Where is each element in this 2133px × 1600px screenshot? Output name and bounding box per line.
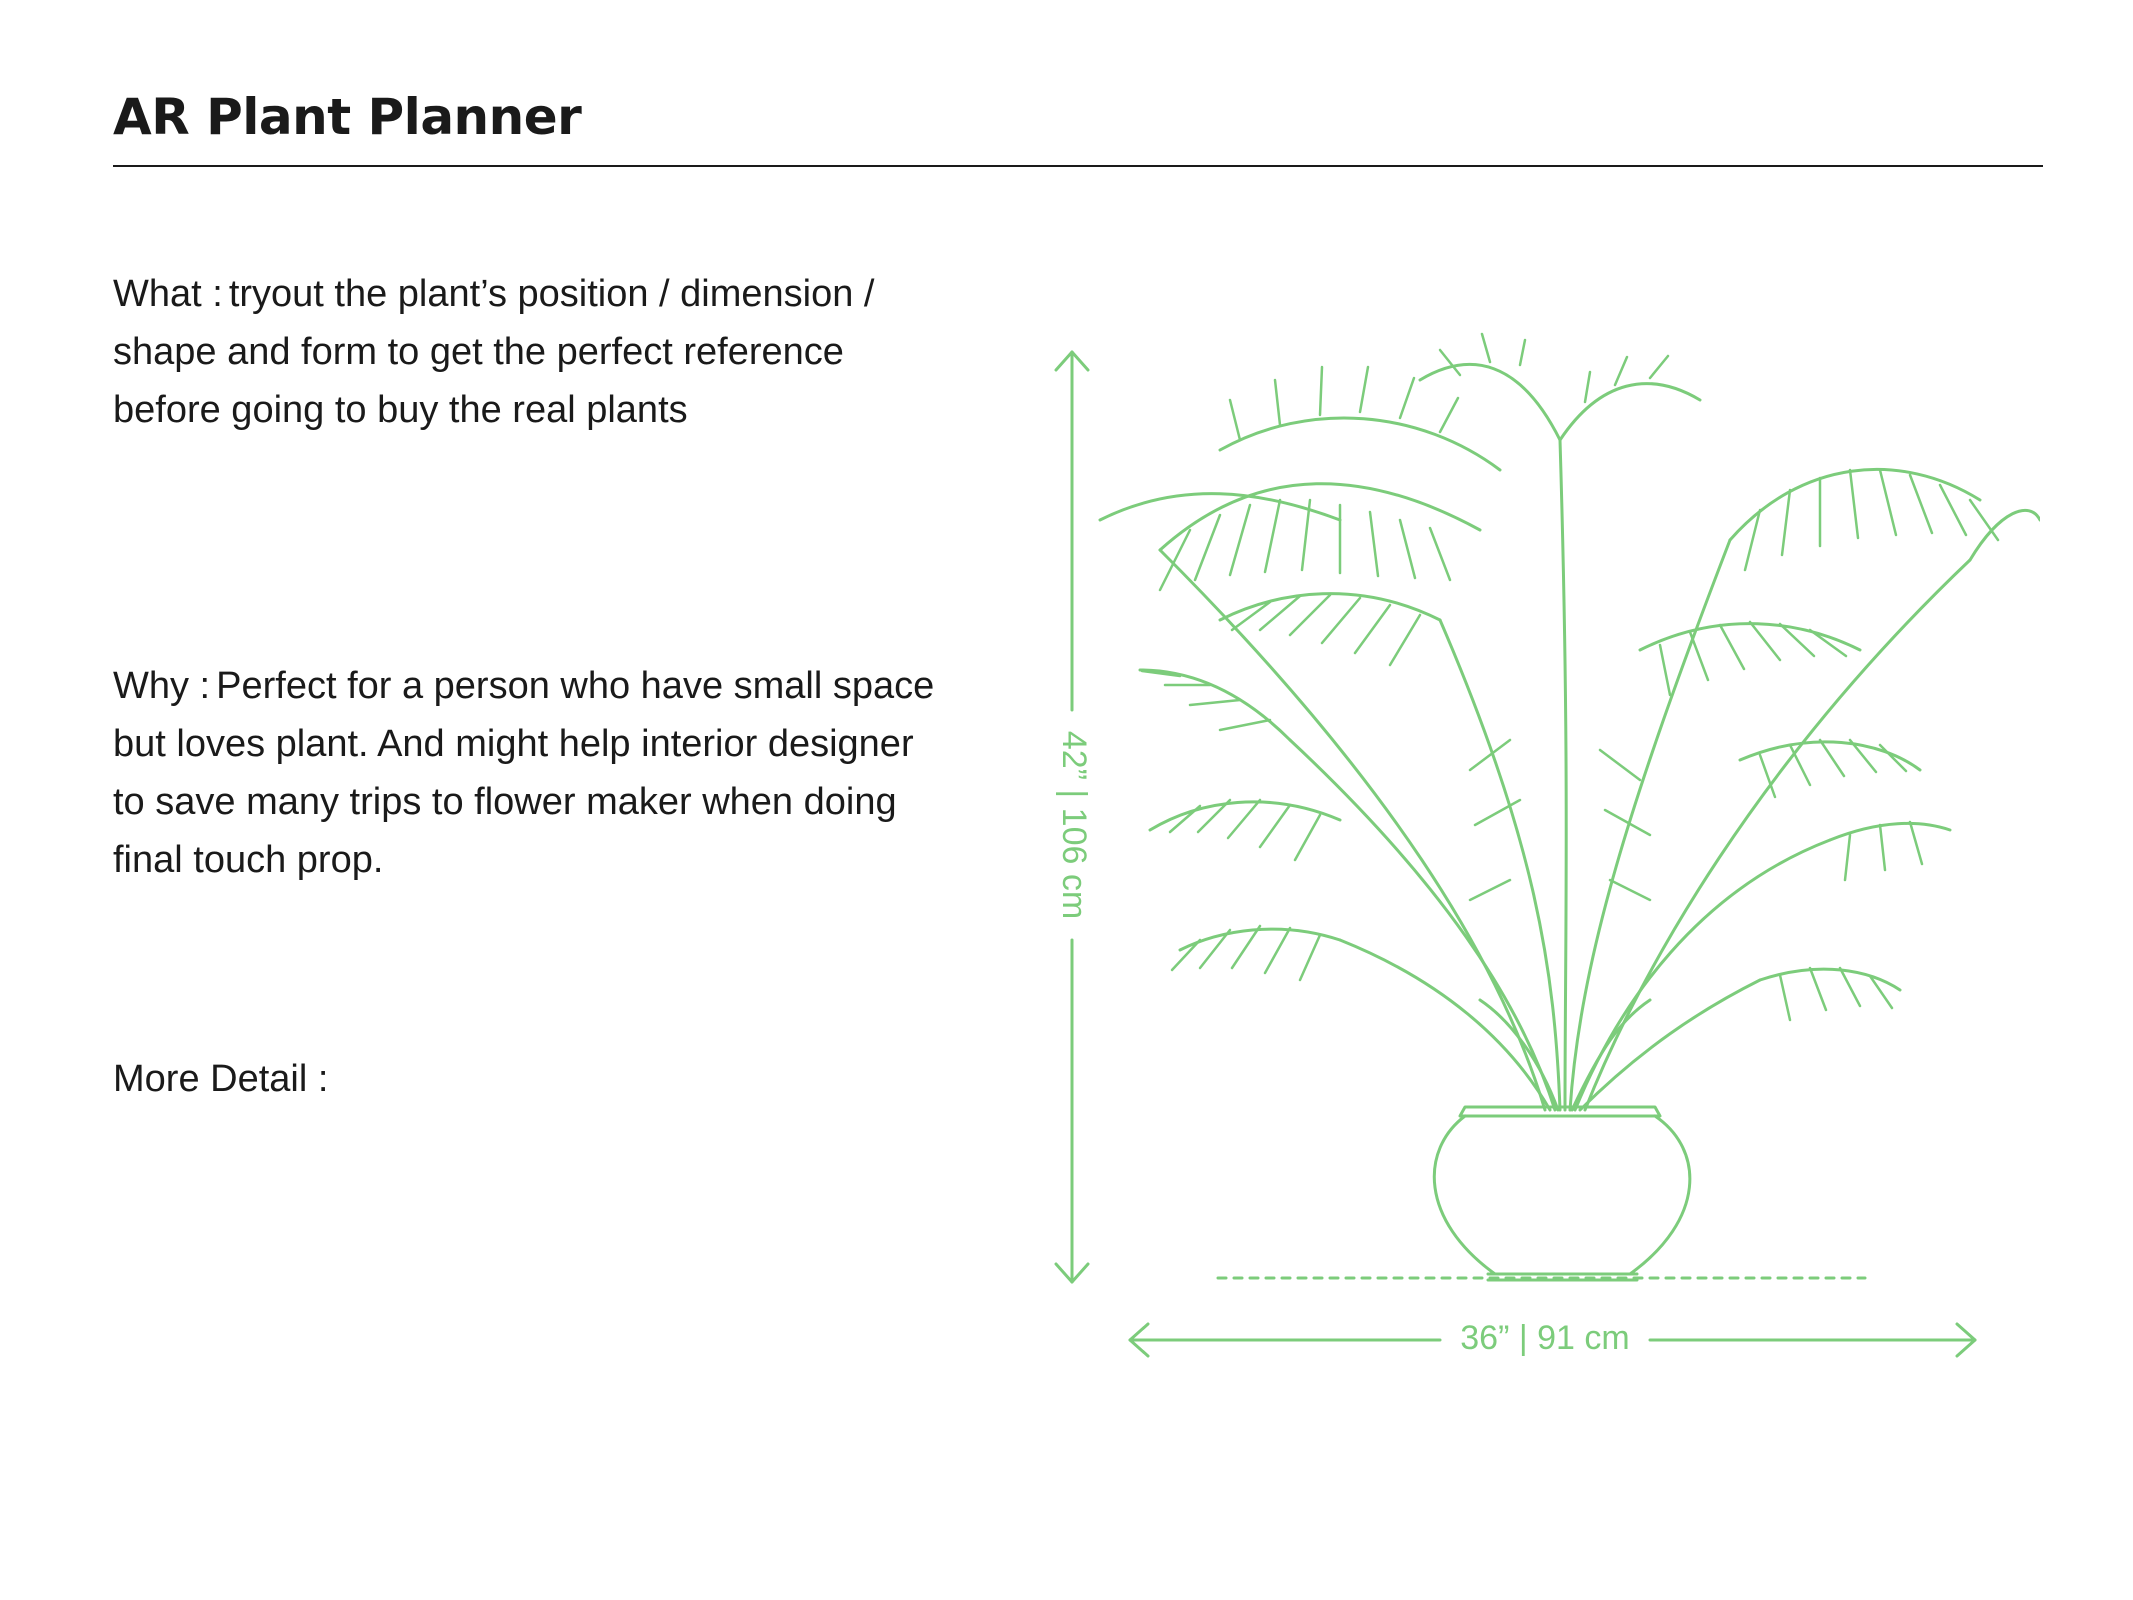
- why-text: Perfect for a person who have small space but loves plant. And might help interior designer to save many trips to flower maker when doing final touch prop.: [113, 665, 935, 881]
- pot-icon: [1434, 1107, 1690, 1280]
- palm-leaflets: [1142, 334, 1998, 1020]
- height-label: 42” | 106 cm: [1055, 730, 1094, 920]
- what-label: What :: [113, 273, 223, 315]
- page-title: AR Plant Planner: [113, 88, 582, 146]
- title-divider: [113, 165, 2043, 167]
- plant-illustration: [1040, 320, 2040, 1380]
- palm-stems: [1160, 440, 1970, 1110]
- palm-fronds: [1100, 364, 2040, 990]
- what-description: [113, 265, 943, 439]
- more-detail-label: More Detail :: [113, 1058, 329, 1100]
- what-text: tryout the plant’s position / dimension / shape and form to get the perfect reference before going to buy the real plants: [113, 273, 875, 431]
- width-label: 36” | 91 cm: [1460, 1318, 1630, 1357]
- why-description: [113, 657, 943, 889]
- why-label: Why :: [113, 665, 211, 707]
